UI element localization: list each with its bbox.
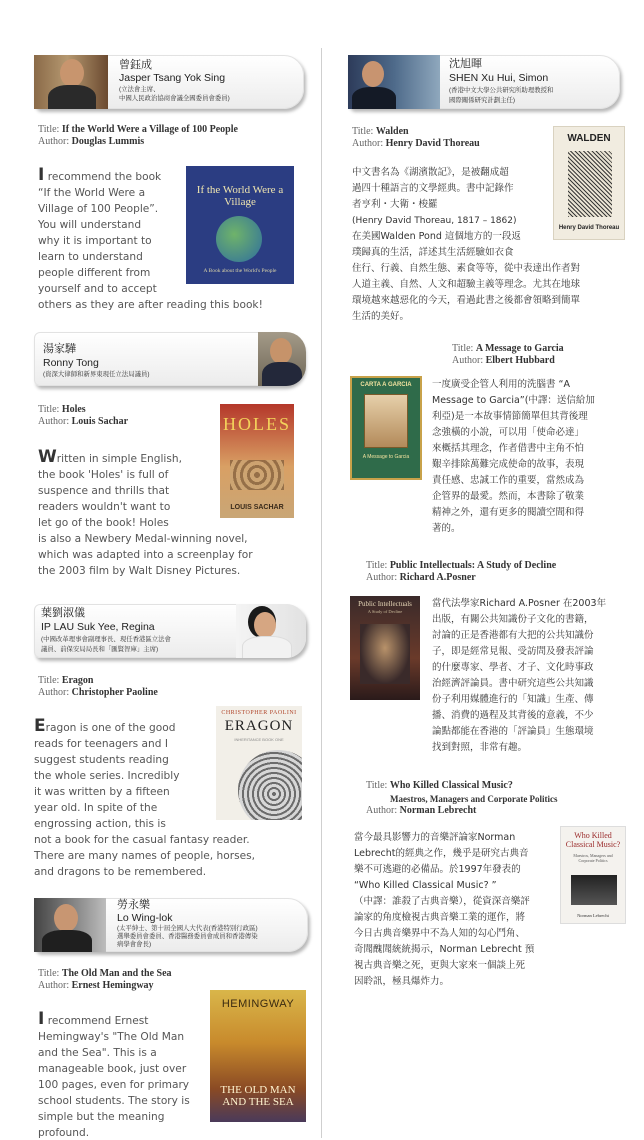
book-author: Louis Sachar: [71, 416, 129, 427]
recommender-name-en: IP LAU Suk Yee, Regina: [41, 621, 155, 633]
recommendation-text: [354, 830, 570, 990]
text-line: 中文書名為《湖濱散記》，是被翻成超: [352, 167, 509, 178]
cover-title: HOLES: [223, 414, 291, 434]
recommender-name-en: SHEN Xu Hui, Simon: [449, 72, 549, 84]
drop-cap: I: [38, 165, 45, 185]
title-prefix: Title:: [366, 560, 388, 571]
text-line: 子，即是經常見報、受訪問及發表評論: [432, 646, 594, 657]
text-line: 份子利用媒體進行的「知識」生產、傳: [432, 694, 594, 705]
book-author-line: [452, 355, 555, 367]
book-author: Henry David Thoreau: [385, 138, 480, 149]
cover-title: ERAGON: [224, 718, 294, 734]
recommender-desc: 議員、前保安局局長和「匯賢智庫」主席): [41, 646, 159, 653]
author-prefix: Author:: [452, 355, 484, 366]
text-line: profound.: [38, 1127, 90, 1139]
title-prefix: Title:: [352, 126, 374, 137]
book-title-line: [366, 560, 556, 572]
text-line: 精神之外，還有更多的閱讀空間和得: [432, 507, 585, 518]
text-line: 艱辛排除萬難完成使命的故事，表現: [432, 459, 585, 470]
cover-title: Public Intellectuals: [358, 600, 412, 608]
cover-top: CHRISTOPHER PAOLINI: [221, 710, 297, 716]
recommender-desc: (資深大律師和新界東現任立法局議員): [43, 371, 150, 378]
drop-cap: E: [34, 716, 46, 736]
author-prefix: Author:: [38, 136, 70, 147]
book-title: Public Intellectuals: A Study of Decline: [389, 560, 557, 571]
recommender-name-zh: 勞永樂: [117, 899, 150, 911]
book-title-line: [366, 780, 513, 792]
book-title-line: [38, 968, 172, 980]
text-line: There are many names of people, horses,: [34, 850, 255, 862]
book-author: Ernest Hemingway: [71, 980, 154, 991]
recommender-desc: (立法會主席、: [119, 86, 160, 93]
book-title: The Old Man and the Sea: [61, 968, 172, 979]
text-line: 當今最具影響力的音樂評論家Norman: [354, 832, 516, 843]
text-line: (Henry David Thoreau, 1817 – 1862): [352, 216, 517, 226]
cover-author: Henry David Thoreau: [558, 225, 620, 231]
text-line: and the Sea". This is a: [38, 1047, 157, 1059]
recommendation-text: [38, 447, 278, 579]
book-title-line: [38, 675, 93, 687]
book-author-line: [38, 416, 128, 428]
text-line: 視古典音樂之死，更與大家來一個談上死: [354, 960, 526, 971]
book-author: Norman Lebrecht: [399, 805, 477, 816]
text-line: and dragons to be remembered.: [34, 866, 207, 878]
book-author: Douglas Lummis: [71, 136, 145, 147]
text-line: “If the World Were a: [38, 187, 146, 199]
text-line: 環境越來越惡化的今天，看過此書之後都會領略到簡單: [352, 295, 581, 306]
text-line: 責任感、忠誠工作的重要，當然成為: [432, 475, 585, 486]
text-line: 來概括其理念，作者借書中主角不怕: [432, 443, 585, 454]
text-line: let go of the book! Holes: [38, 517, 169, 529]
text-line: （中譯：誰殺了古典音樂），從資深音樂評: [354, 896, 530, 907]
cover-author: Norman Lebrecht: [577, 913, 609, 918]
text-line: manageable book, just over: [38, 1063, 187, 1075]
text-line: 的什麼專家、學者、才子、文化時事政: [432, 662, 594, 673]
cover-title: If the World Were a Village: [196, 184, 284, 208]
book-title: Holes: [61, 404, 86, 415]
recommender-name-zh: 葉劉淑儀: [41, 607, 85, 619]
cover-top: HEMINGWAY: [221, 998, 295, 1010]
text-line: year old. In spite of the: [34, 802, 158, 814]
portrait-photo: [34, 898, 106, 952]
text-line: simple but the meaning: [38, 1111, 165, 1123]
title-prefix: Title:: [366, 780, 388, 791]
recommender-name-en: Lo Wing-lok: [117, 912, 173, 924]
text-line: 璞歸真的生活，詳述其生活經驗如衣食: [352, 247, 514, 258]
cover-subtitle: A Book about the World's People: [203, 268, 277, 274]
recommender-name-zh: 曾鈺成: [119, 59, 152, 71]
text-line: 100 pages, even for primary: [38, 1079, 190, 1091]
text-line: engrossing action, this is: [34, 818, 166, 830]
cover-author: LOUIS SACHAR: [230, 504, 284, 511]
book-cover-old-man-and-the-sea: [210, 990, 306, 1122]
recommender-name-zh: 湯家驊: [43, 343, 76, 355]
book-title: A Message to Garcia: [475, 343, 564, 354]
text-line: 在美國Walden Pond 這個地方的一段返: [352, 231, 521, 242]
text-line: 治經濟評論員。書中研究這些公共知識: [432, 678, 594, 689]
text-line: 今日古典音樂界中不為人知的勾心鬥角、: [354, 928, 526, 939]
cover-subtitle: Maestros, Managers and Corporate Politics: [573, 853, 613, 863]
text-line: 論點都能在香港的「評論員」生態環境: [432, 726, 594, 737]
author-prefix: Author:: [366, 805, 398, 816]
recommender-desc: 中國人民政治協商會議全國委員會委員): [119, 95, 230, 102]
text-line: Village of 100 People”.: [38, 203, 159, 215]
recommendation-text: [38, 1009, 208, 1140]
text-line: 念強橫的小說，可以用「使命必達」: [432, 427, 585, 438]
text-line: 找到對照，非常有趣。: [432, 742, 528, 753]
text-line: 者亨利・大衛・梭羅: [352, 199, 438, 210]
text-line: readers wouldn't want to: [38, 501, 171, 513]
text-line: 論家的角度檢視古典音樂工業的運作，將: [354, 912, 526, 923]
text-line: 企管界的最愛。然而，本書除了敬業: [432, 491, 585, 502]
book-title-line: [38, 124, 238, 136]
book-author-line: [366, 572, 476, 584]
title-prefix: Title:: [452, 343, 474, 354]
text-line: school students. The story is: [38, 1095, 190, 1107]
text-line: the book 'Holes' is full of: [38, 469, 169, 481]
author-prefix: Author:: [38, 980, 70, 991]
title-prefix: Title:: [38, 124, 60, 135]
portrait-photo: [348, 55, 440, 109]
book-title: If the World Were a Village of 100 People: [61, 124, 238, 135]
text-line: 出版，有關公共知識份子文化的書籍，: [432, 614, 594, 625]
recommender-name-en: Jasper Tsang Yok Sing: [119, 72, 226, 84]
text-line: recommend Ernest: [47, 1015, 149, 1027]
column-divider: [321, 48, 322, 1138]
book-author-line: [352, 138, 480, 150]
book-cover-public-intellectuals: [350, 596, 420, 700]
text-line: yourself and to accept: [38, 283, 157, 295]
book-author-line: [38, 136, 144, 148]
text-line: suspence and thrills that: [38, 485, 170, 497]
recommender-name-en: Ronny Tong: [43, 357, 99, 369]
cover-title: CARTA A GARCIA: [360, 382, 412, 388]
text-line: “Who Killed Classical Music? ”: [354, 880, 497, 891]
painting-illustration: [360, 624, 410, 684]
author-prefix: Author:: [366, 572, 398, 583]
cover-title: THE OLD MAN AND THE SEA: [220, 1084, 296, 1108]
portrait-photo: [34, 55, 108, 109]
text-line: is also a Newbery Medal-winning novel,: [38, 533, 248, 545]
text-line: ritten in simple English,: [56, 453, 182, 465]
text-line: recommend the book: [47, 171, 162, 183]
drop-cap: I: [38, 1009, 45, 1029]
book-title: Walden: [375, 126, 409, 137]
recommendation-text: [352, 165, 632, 325]
cover-subtitle: A Message to Garcia: [362, 454, 410, 460]
book-author-line: [366, 805, 476, 817]
book-title: Who Killed Classical Music?: [389, 780, 513, 791]
cover-subtitle: INHERITANCE BOOK ONE: [234, 737, 284, 742]
text-line: Hemingway's "The Old Man: [38, 1031, 185, 1043]
text-line: people different from: [38, 267, 151, 279]
cover-subtitle: A Study of Decline: [367, 609, 403, 614]
book-author-line: [38, 980, 154, 992]
book-title-line: [452, 343, 564, 355]
text-line: not a book for the casual fantasy reader.: [34, 834, 250, 846]
book-title-line: [352, 126, 409, 138]
portrait-illustration: [364, 394, 408, 448]
text-line: the whole series. Incredibly: [34, 770, 180, 782]
text-line: 住行、行義、自然生態、素食等等，從中表達出作者對: [352, 263, 581, 274]
portrait-photo: [258, 332, 306, 386]
text-line: Message to Garcia”(中譯：送信給加: [432, 395, 595, 406]
text-line: ragon is one of the good: [45, 722, 176, 734]
title-prefix: Title:: [38, 675, 60, 686]
piano-illustration: [571, 875, 617, 905]
text-line: others as they are after reading this book!: [38, 299, 263, 311]
book-cover-message-to-garcia: [350, 376, 422, 480]
recommendation-text: [34, 716, 284, 880]
book-author: Christopher Paoline: [71, 687, 158, 698]
text-line: why it is important to: [38, 235, 152, 247]
book-author: Richard A.Posner: [399, 572, 476, 583]
book-author: Elbert Hubbard: [485, 355, 555, 366]
cover-title: Who Killed Classical Music?: [565, 831, 621, 849]
book-author-line: [38, 687, 158, 699]
text-line: 因聆訊，極具爆炸力。: [354, 976, 450, 987]
author-prefix: Author:: [38, 687, 70, 698]
text-line: 生活的美好。: [352, 311, 410, 322]
text-line: 播、消費的過程及其背後的意義，不少: [432, 710, 594, 721]
recommender-desc: (中國改革理事會副理事長、現任香港區立法會: [41, 636, 171, 643]
text-line: the 2003 film by Walt Disney Pictures.: [38, 565, 241, 577]
book-title-line: [38, 404, 86, 416]
title-prefix: Title:: [38, 404, 60, 415]
drop-cap: W: [38, 447, 57, 467]
book-title: Eragon: [61, 675, 94, 686]
recommender-desc: (太平紳士、第十屆全國人大代表(香港特別行政區): [117, 925, 258, 932]
text-line: 一度廣受企管人利用的洗腦書 “A: [432, 379, 570, 390]
recommendation-text: [432, 596, 632, 756]
portrait-photo: [236, 604, 306, 658]
recommender-name-zh: 沈旭暉: [449, 58, 482, 70]
text-line: 人道主義、自然、人文和超驗主義等理念。尤其在地球: [352, 279, 581, 290]
text-line: You will understand: [38, 219, 142, 231]
recommendation-text: [38, 165, 278, 313]
text-line: suggest students reading: [34, 754, 169, 766]
book-subtitle-line: [390, 793, 558, 805]
book-subtitle: Maestros, Managers and Corporate Politics: [390, 794, 558, 804]
text-line: 利亞)是一本故事情節簡單但其背後理: [432, 411, 588, 422]
text-line: it was written by a fifteen: [34, 786, 170, 798]
text-line: which was adapted into a screenplay for: [38, 549, 253, 561]
text-line: learn to understand: [38, 251, 143, 263]
author-prefix: Author:: [352, 138, 384, 149]
title-prefix: Title:: [38, 968, 60, 979]
text-line: 樂不可逃避的必備品。於1997年發表的: [354, 864, 521, 875]
text-line: 奇聞醜聞統統揭示，Norman Lebrecht 預: [354, 944, 535, 955]
text-line: 當代法學家Richard A.Posner 在2003年: [432, 598, 607, 609]
text-line: 過四十種語言的文學經典。書中記錄作: [352, 183, 514, 194]
recommender-desc: 病學會會長): [117, 941, 152, 948]
author-prefix: Author:: [38, 416, 70, 427]
text-line: reads for teenagers and I: [34, 738, 168, 750]
recommendation-text: [432, 377, 632, 537]
text-line: 著的。: [432, 523, 461, 534]
text-line: 討論的正是香港都有大把的公共知識份: [432, 630, 594, 641]
cover-title: WALDEN: [567, 133, 611, 144]
recommender-desc: 國際關係研究計劃主任): [449, 97, 516, 104]
recommender-desc: 選舉委員會委員、香港醫務委員會成員和香港傳染: [117, 933, 258, 940]
text-line: Lebrecht的經典之作，幾乎是研究古典音: [354, 848, 529, 859]
recommender-desc: (香港中文大學公共研究所助理教授和: [449, 87, 554, 94]
